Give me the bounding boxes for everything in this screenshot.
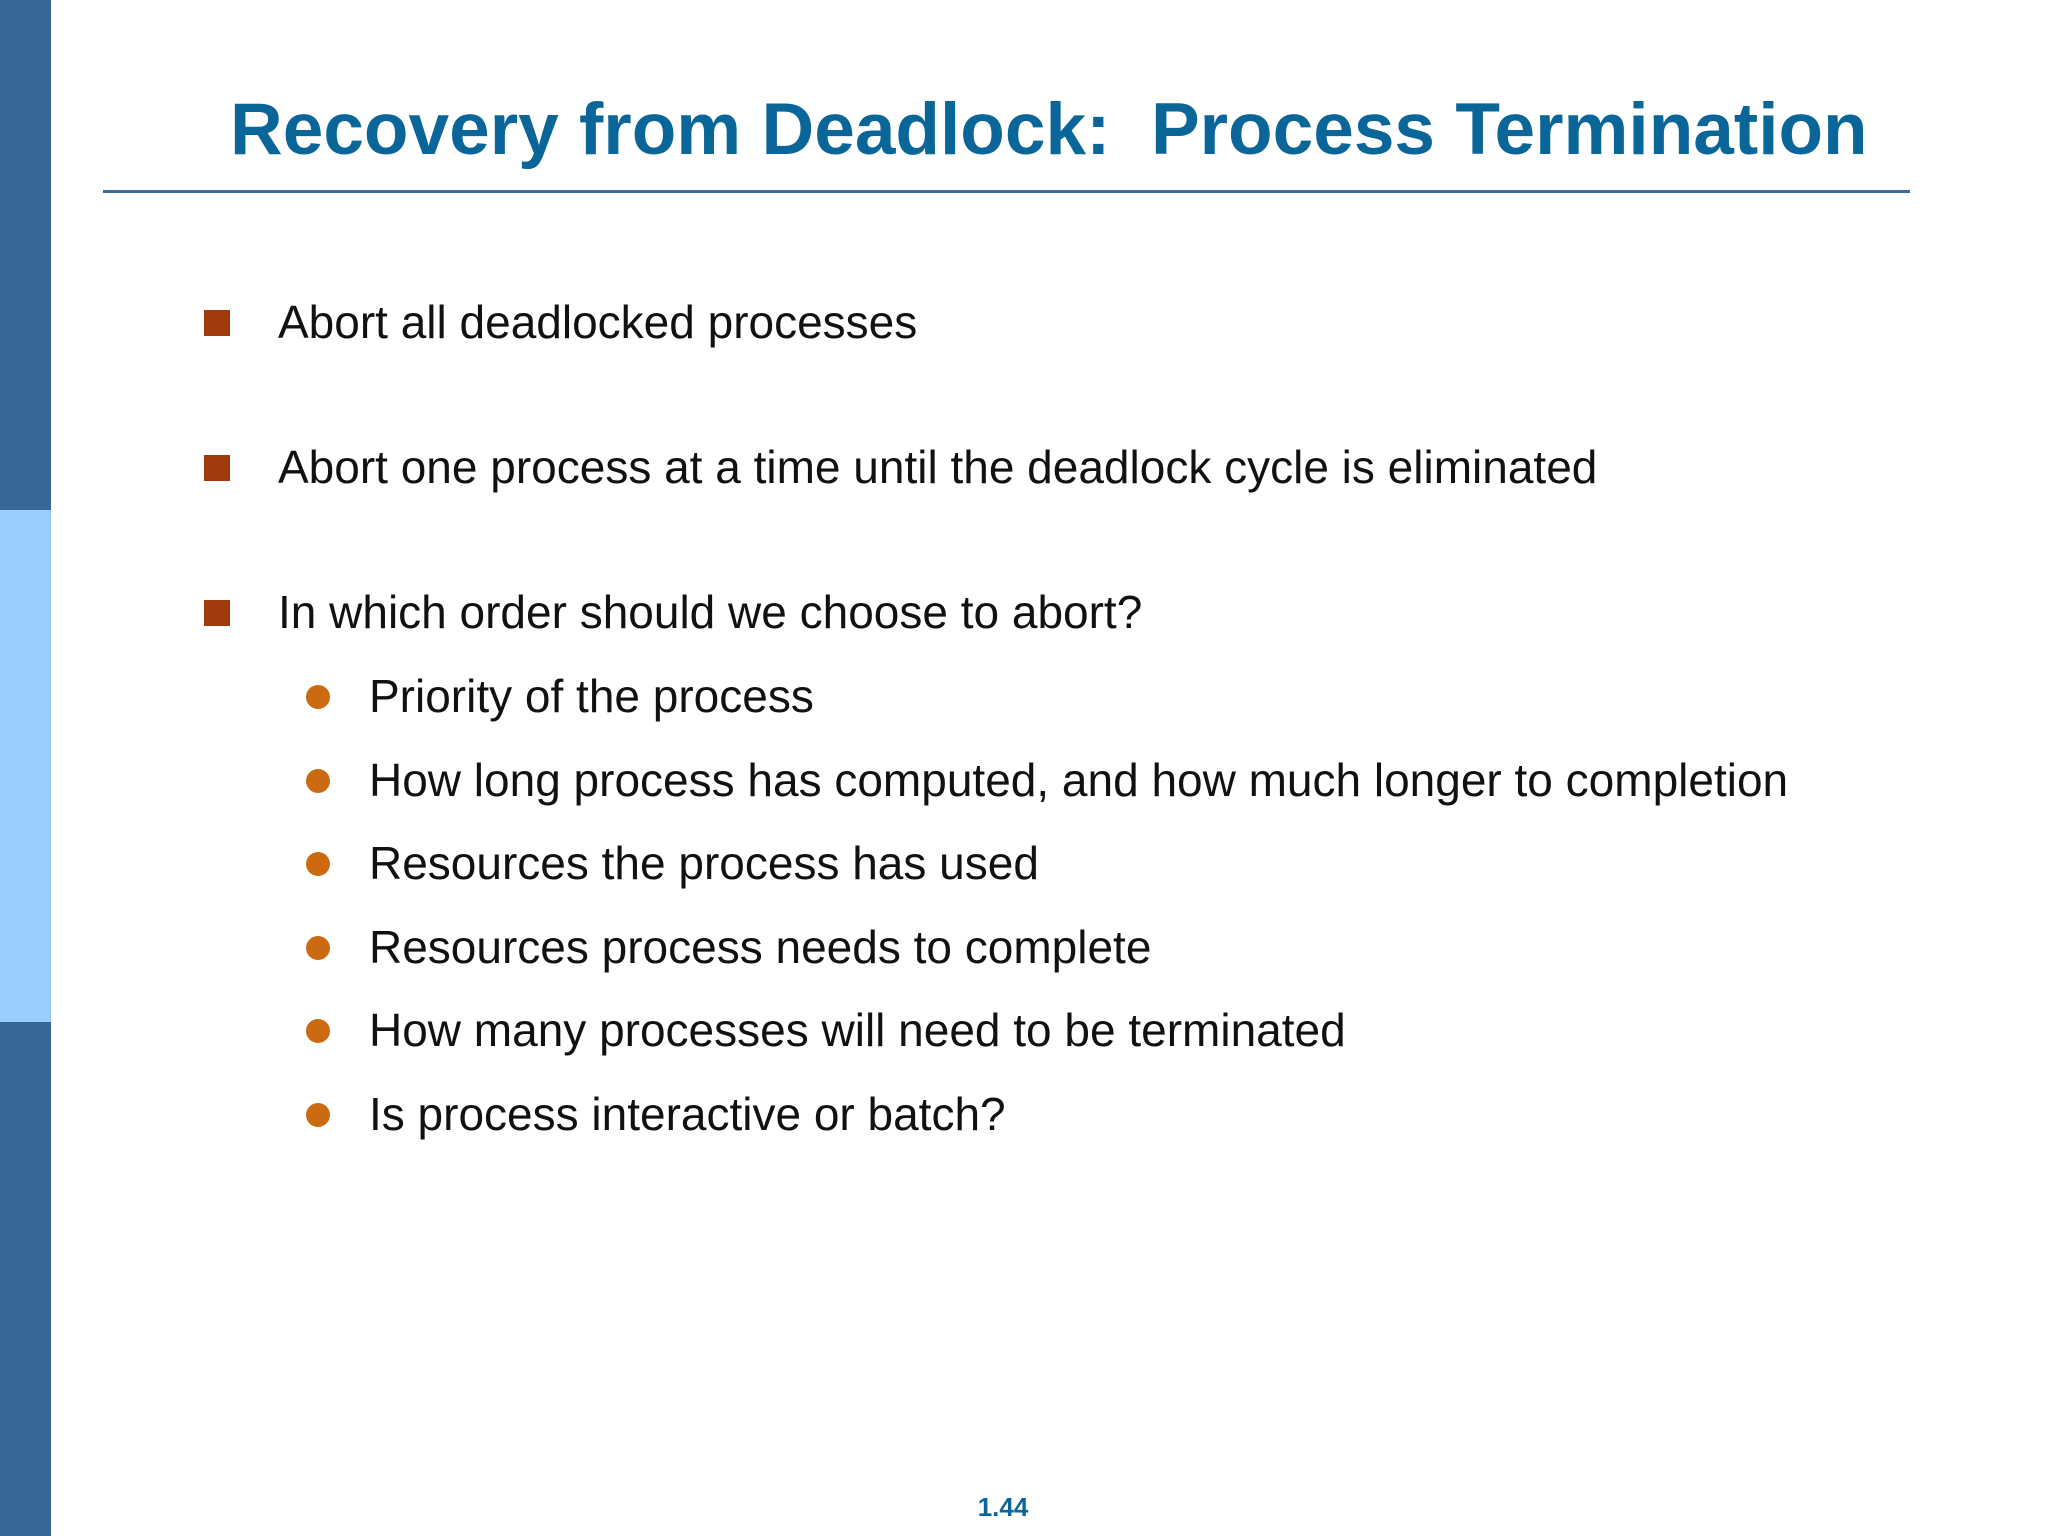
- square-bullet-icon: [204, 455, 230, 481]
- round-bullet-icon: [306, 1019, 330, 1043]
- bullet-text: Abort all deadlocked processes: [278, 296, 918, 348]
- round-bullet-icon: [306, 769, 330, 793]
- round-bullet-icon: [306, 1103, 330, 1127]
- round-bullet-icon: [306, 685, 330, 709]
- sidebar-segment-middle: [0, 510, 51, 1022]
- round-bullet-icon: [306, 936, 330, 960]
- bullet-text: In which order should we choose to abort?: [278, 586, 1143, 638]
- sub-bullet-text: Resources process needs to complete: [369, 921, 1152, 973]
- round-bullet-icon: [306, 852, 330, 876]
- bullet-text: Abort one process at a time until the deadlock cycle is eliminated: [278, 441, 1598, 493]
- title-divider: [103, 190, 1910, 193]
- sidebar-segment-bottom: [0, 1022, 51, 1536]
- square-bullet-icon: [204, 310, 230, 336]
- sub-bullet-text: How many processes will need to be terminated: [369, 1004, 1346, 1056]
- sub-bullet-text: Is process interactive or batch?: [369, 1088, 1006, 1140]
- square-bullet-icon: [204, 600, 230, 626]
- sidebar-stripe: [0, 0, 51, 1536]
- page-number: 1.44: [977, 1492, 1029, 1522]
- sub-bullet-text: Resources the process has used: [369, 837, 1039, 889]
- slide-title: Recovery from Deadlock: Process Termination: [230, 89, 1868, 170]
- sidebar-segment-top: [0, 0, 51, 510]
- sub-bullet-text: How long process has computed, and how much longer to completion: [369, 754, 1789, 806]
- sub-bullet-text: Priority of the process: [369, 670, 814, 722]
